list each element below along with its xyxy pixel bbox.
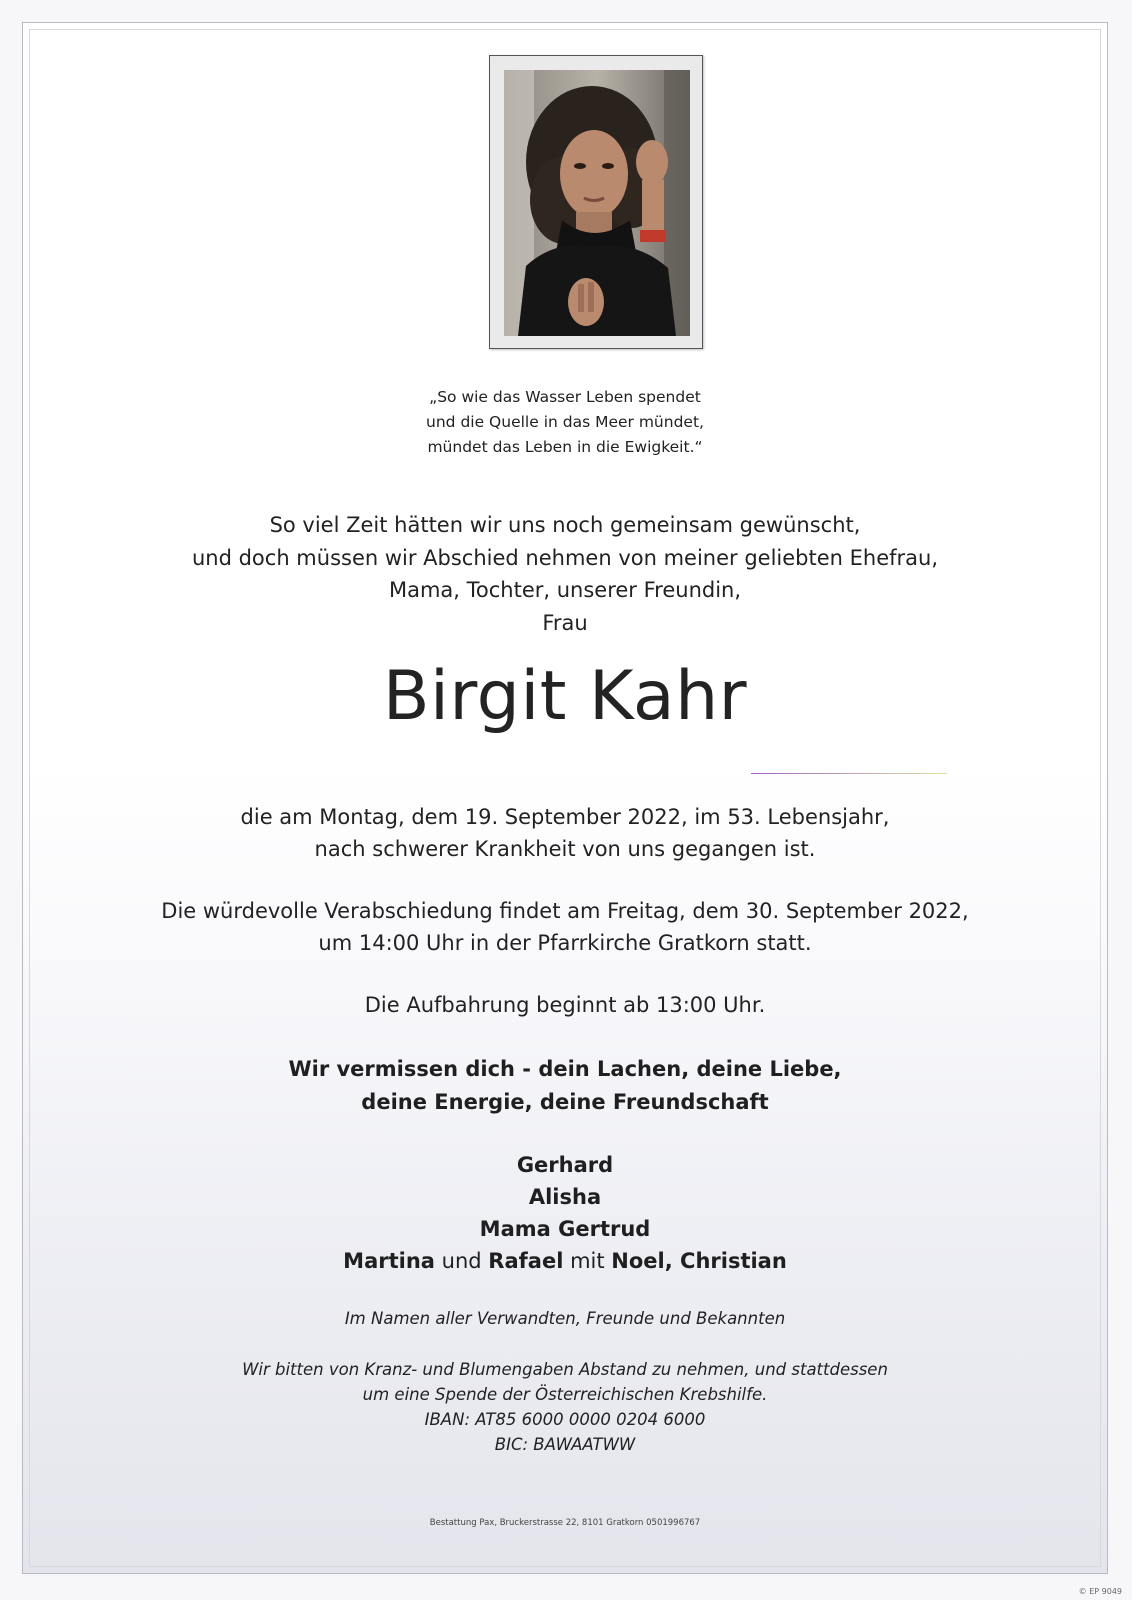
intro-line-2: und doch müssen wir Abschied nehmen von meiner geliebten Ehefrau, [191, 545, 939, 570]
donation-text [23, 1357, 1107, 1457]
passing-line-1: die am Montag, dem 19. September 2022, im 53. Lebensjahr, [240, 805, 890, 829]
intro-line-1: So viel Zeit hätten wir uns noch gemeinsam gewünscht, [269, 513, 861, 537]
donation-line-1: Wir bitten von Kranz- und Blumengaben Abstand zu nehmen, und stattdessen [242, 1360, 888, 1379]
quote-line-2: und die Quelle in das Meer mündet, [426, 413, 704, 431]
intro-line-4: Frau [542, 610, 588, 635]
family-join-mit: mit [570, 1249, 605, 1273]
miss-line-2: deine Energie, deine Freundschaft [361, 1090, 769, 1114]
quote-line-1: „So wie das Wasser Leben spendet [429, 388, 701, 406]
intro-line-3: Mama, Tochter, unserer Freundin, [388, 578, 742, 602]
decorative-line [751, 773, 947, 774]
family-member-2: Alisha [528, 1185, 602, 1209]
donation-bic: BIC: BAWAATWW [494, 1435, 636, 1454]
opening-quote [23, 385, 1107, 460]
family-member-1: Gerhard [516, 1153, 614, 1177]
family-name-children: Noel, Christian [611, 1249, 787, 1273]
family-name-rafael: Rafael [488, 1249, 564, 1273]
corner-code: © EP 9049 [1078, 1587, 1122, 1596]
quote-line-3: mündet das Leben in die Ewigkeit.“ [427, 438, 703, 456]
ceremony-line-1: Die würdevolle Verabschiedung findet am Freitag, dem 30. September 2022, [161, 899, 969, 923]
donation-iban: IBAN: AT85 6000 0000 0204 6000 [424, 1410, 706, 1429]
deceased-name: Birgit Kahr [382, 657, 748, 736]
portrait-photo [504, 70, 690, 336]
family-member-4 [23, 1245, 1107, 1277]
donation-line-2: um eine Spende der Österreichischen Krebshilfe. [362, 1385, 768, 1404]
passing-line-2: nach schwerer Krankheit von uns gegangen ist. [314, 837, 816, 861]
portrait-photo-frame [489, 55, 703, 349]
passing-text [23, 801, 1107, 865]
relatives-line: Im Namen aller Verwandten, Freunde und Bekannten [344, 1309, 786, 1328]
funeral-home-footer [23, 1517, 1107, 1529]
family-names [23, 1149, 1107, 1277]
miss-you-text [23, 1053, 1107, 1119]
footer-line: Bestattung Pax, Bruckerstrasse 22, 8101 Gratkorn 0501996767 [429, 1518, 701, 1528]
family-member-3: Mama Gertrud [479, 1217, 651, 1241]
ceremony-text [23, 895, 1107, 959]
family-join-und: und [441, 1249, 482, 1273]
intro-text [23, 509, 1107, 639]
family-name-martina: Martina [343, 1249, 435, 1273]
viewing-line: Die Aufbahrung beginnt ab 13:00 Uhr. [364, 993, 766, 1017]
viewing-text [23, 989, 1107, 1021]
ceremony-line-2: um 14:00 Uhr in der Pfarrkirche Gratkorn statt. [318, 931, 812, 955]
relatives-text [23, 1307, 1107, 1331]
obituary-sheet [22, 22, 1108, 1574]
miss-line-1: Wir vermissen dich - dein Lachen, deine Liebe, [288, 1057, 842, 1081]
